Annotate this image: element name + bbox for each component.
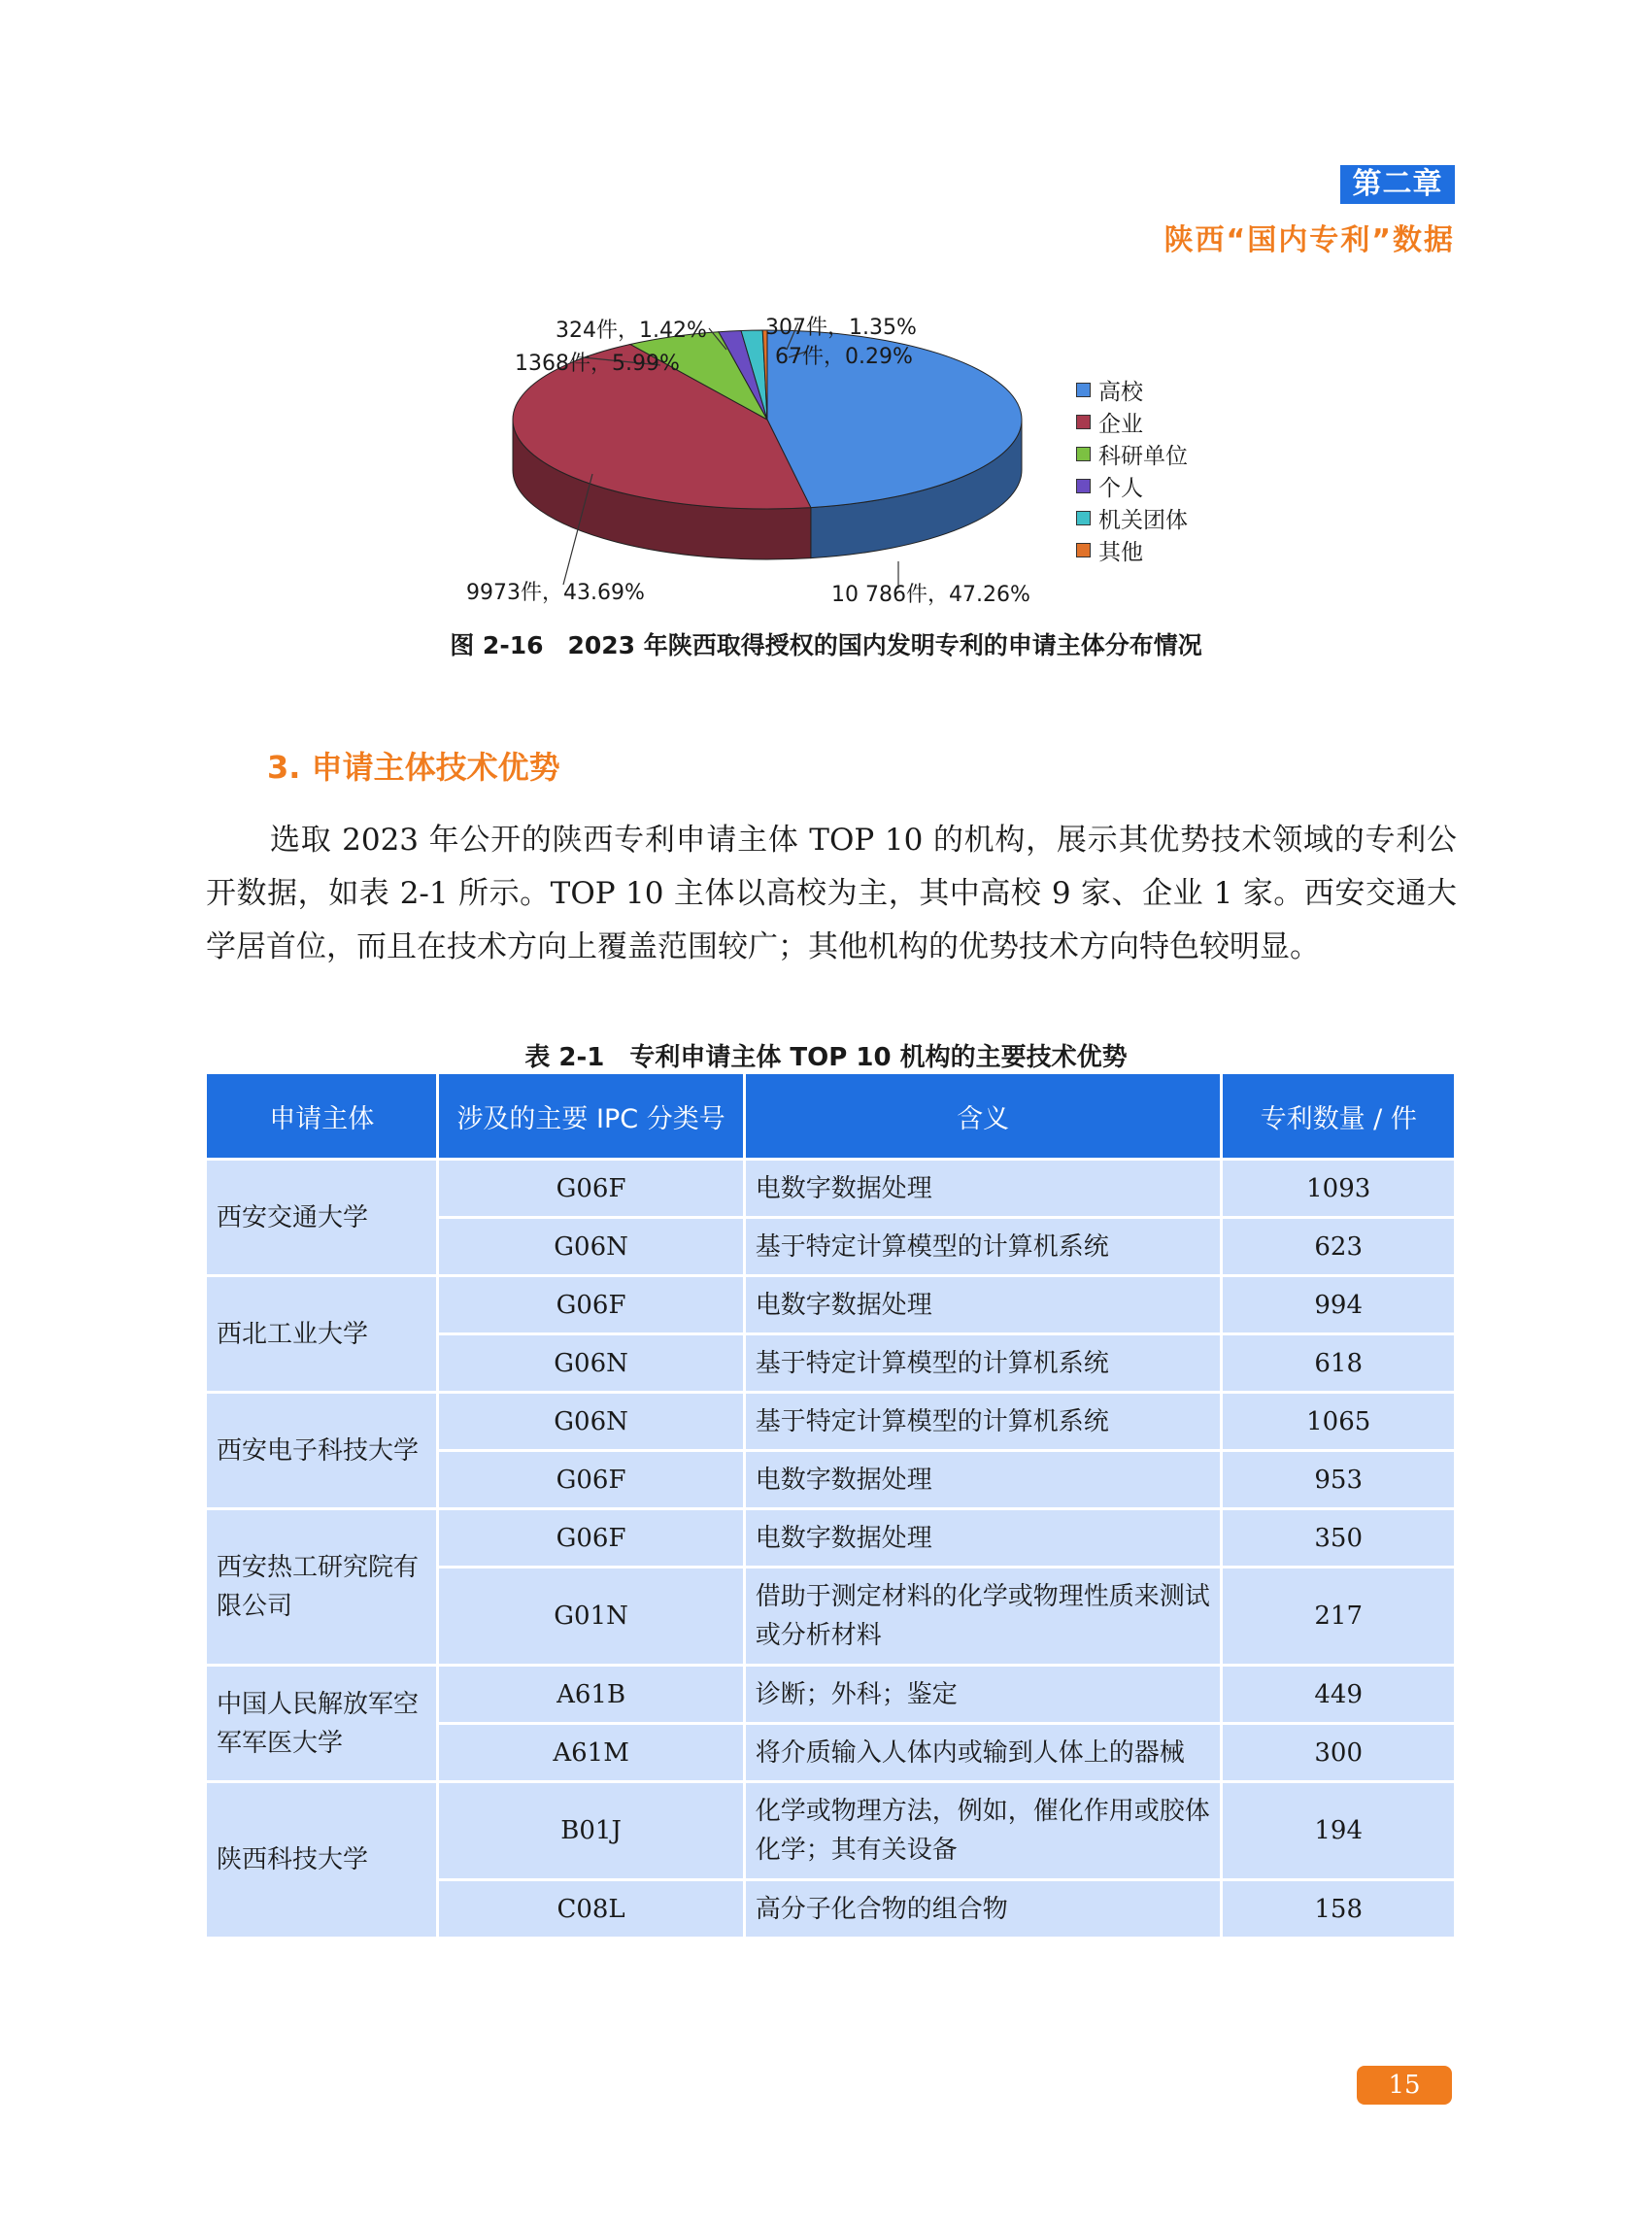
count-cell: 623 — [1222, 1218, 1456, 1276]
chapter-tag: 第二章 — [1340, 165, 1455, 204]
meaning-cell: 电数字数据处理 — [744, 1509, 1222, 1568]
count-cell: 1065 — [1222, 1393, 1456, 1451]
meaning-cell: 基于特定计算模型的计算机系统 — [744, 1218, 1222, 1276]
meaning-cell: 诊断；外科；鉴定 — [744, 1666, 1222, 1724]
legend-swatch — [1076, 543, 1091, 557]
section-heading: 3. 申请主体技术优势 — [267, 749, 560, 786]
legend-item — [1076, 470, 1188, 502]
legend-label: 个人 — [1098, 476, 1143, 501]
ipc-cell: B01J — [438, 1782, 744, 1880]
chart-legend — [1076, 374, 1188, 566]
legend-label: 机关团体 — [1098, 508, 1188, 533]
legend-item — [1076, 406, 1188, 438]
pie-label-enterprise: 9973件，43.69% — [466, 581, 645, 605]
ipc-cell: G06N — [438, 1218, 744, 1276]
chapter-subtitle: 陕西“国内专利”数据 — [1163, 223, 1455, 257]
table-row — [206, 1782, 1456, 1880]
subject-cell: 西北工业大学 — [206, 1276, 438, 1393]
ipc-cell: A61B — [438, 1666, 744, 1724]
ipc-cell: G06F — [438, 1276, 744, 1334]
count-cell: 953 — [1222, 1451, 1456, 1509]
table-row — [206, 1160, 1456, 1218]
top10-table — [204, 1071, 1457, 1939]
legend-item — [1076, 374, 1188, 406]
page-number: 15 — [1357, 2066, 1452, 2105]
meaning-cell: 借助于测定材料的化学或物理性质来测试或分析材料 — [744, 1568, 1222, 1666]
count-cell: 1093 — [1222, 1160, 1456, 1218]
table-row — [206, 1509, 1456, 1568]
ipc-cell: G06F — [438, 1509, 744, 1568]
figure-caption: 图 2-16 2023 年陕西取得授权的国内发明专利的申请主体分布情况 — [450, 631, 1202, 659]
legend-label: 其他 — [1098, 540, 1143, 565]
ipc-cell: G06F — [438, 1451, 744, 1509]
header-subject: 申请主体 — [206, 1073, 438, 1160]
legend-label: 高校 — [1098, 380, 1143, 405]
subject-cell: 西安热工研究院有限公司 — [206, 1509, 438, 1666]
count-cell: 994 — [1222, 1276, 1456, 1334]
legend-item — [1076, 502, 1188, 534]
count-cell: 300 — [1222, 1724, 1456, 1782]
body-paragraph: 选取 2023 年公开的陕西专利申请主体 TOP 10 的机构，展示其优势技术领域的专利公开数据，如表 2-1 所示。TOP 10 主体以高校为主，其中高校 9 家、企业 1 家。西安交通大学居首位，而且在技术方向上覆盖范围较广；其他机构的优势技术方向特色较明显。 — [206, 823, 1457, 964]
meaning-cell: 基于特定计算模型的计算机系统 — [744, 1334, 1222, 1393]
ipc-cell: G06N — [438, 1393, 744, 1451]
header-meaning: 含义 — [744, 1073, 1222, 1160]
count-cell: 194 — [1222, 1782, 1456, 1880]
legend-item — [1076, 438, 1188, 470]
table-row — [206, 1276, 1456, 1334]
pie-label-other: 67件，0.29% — [775, 345, 913, 369]
legend-swatch — [1076, 447, 1091, 461]
count-cell: 618 — [1222, 1334, 1456, 1393]
count-cell: 217 — [1222, 1568, 1456, 1666]
meaning-cell: 电数字数据处理 — [744, 1451, 1222, 1509]
header-count: 专利数量 / 件 — [1222, 1073, 1456, 1160]
legend-item — [1076, 534, 1188, 566]
ipc-cell: G01N — [438, 1568, 744, 1666]
legend-swatch — [1076, 383, 1091, 397]
ipc-cell: G06F — [438, 1160, 744, 1218]
pie-label-individual: 324件，1.42% — [556, 319, 707, 343]
pie-label-university: 10 786件，47.26% — [831, 583, 1030, 607]
table-caption: 表 2-1 专利申请主体 TOP 10 机构的主要技术优势 — [524, 1043, 1128, 1072]
meaning-cell: 化学或物理方法，例如，催化作用或胶体化学；其有关设备 — [744, 1782, 1222, 1880]
ipc-cell: G06N — [438, 1334, 744, 1393]
ipc-cell: C08L — [438, 1880, 744, 1939]
subject-cell: 陕西科技大学 — [206, 1782, 438, 1939]
legend-swatch — [1076, 511, 1091, 525]
count-cell: 449 — [1222, 1666, 1456, 1724]
meaning-cell: 将介质输入人体内或输到人体上的器械 — [744, 1724, 1222, 1782]
header-ipc: 涉及的主要 IPC 分类号 — [438, 1073, 744, 1160]
pie-label-research: 1368件，5.99% — [515, 352, 680, 376]
ipc-cell: A61M — [438, 1724, 744, 1782]
subject-cell: 西安电子科技大学 — [206, 1393, 438, 1509]
legend-swatch — [1076, 415, 1091, 429]
legend-label: 科研单位 — [1098, 444, 1188, 469]
meaning-cell: 基于特定计算模型的计算机系统 — [744, 1393, 1222, 1451]
count-cell: 158 — [1222, 1880, 1456, 1939]
legend-swatch — [1076, 479, 1091, 493]
subject-cell: 中国人民解放军空军军医大学 — [206, 1666, 438, 1782]
table-row — [206, 1393, 1456, 1451]
meaning-cell: 高分子化合物的组合物 — [744, 1880, 1222, 1939]
table-row — [206, 1666, 1456, 1724]
table-header-row — [206, 1073, 1456, 1160]
meaning-cell: 电数字数据处理 — [744, 1160, 1222, 1218]
count-cell: 350 — [1222, 1509, 1456, 1568]
pie-label-government: 307件，1.35% — [765, 316, 917, 340]
legend-label: 企业 — [1098, 412, 1143, 437]
meaning-cell: 电数字数据处理 — [744, 1276, 1222, 1334]
subject-cell: 西安交通大学 — [206, 1160, 438, 1276]
